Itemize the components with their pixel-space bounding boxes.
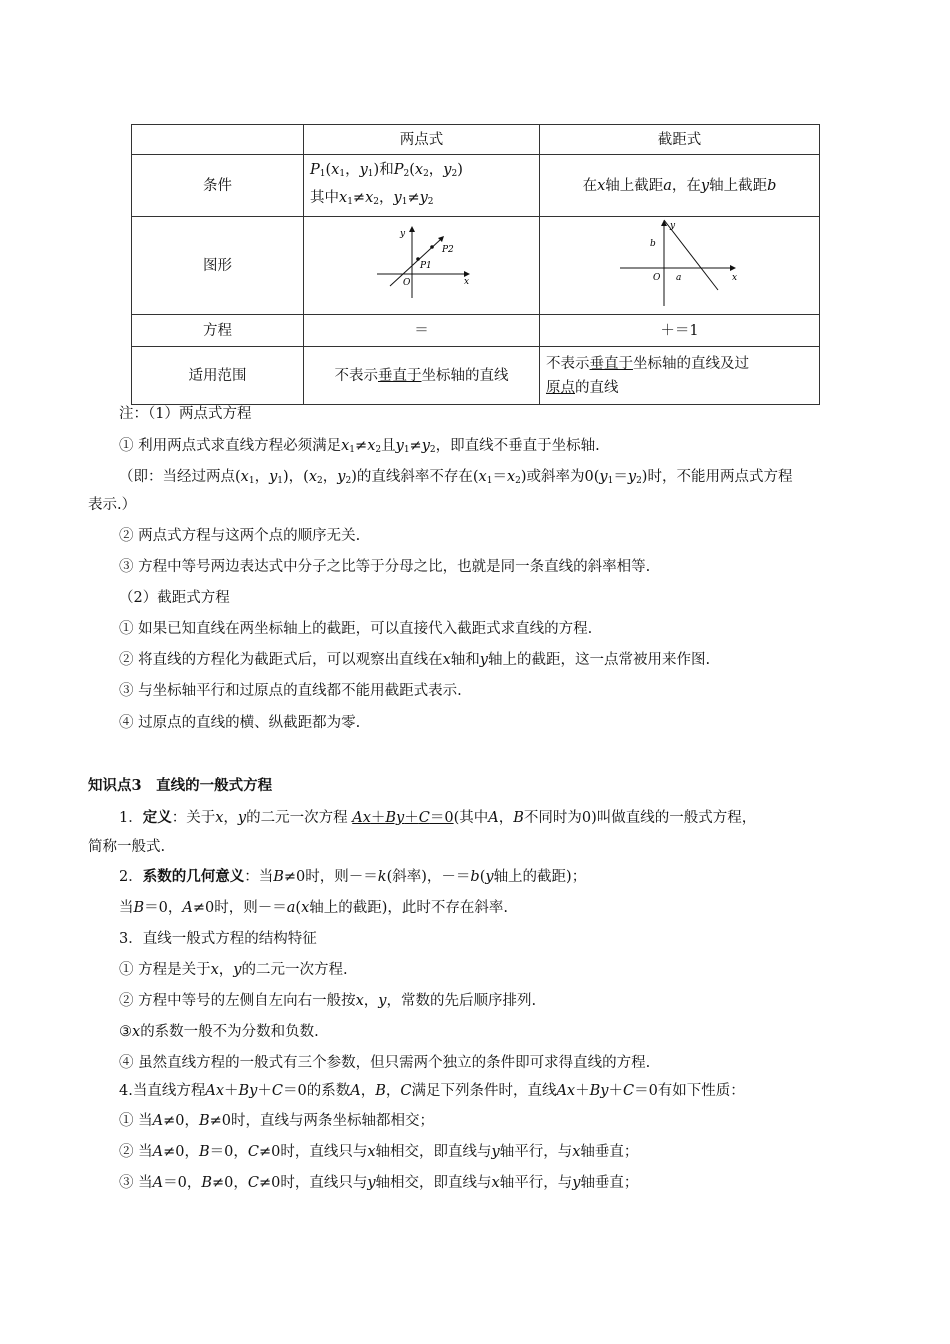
a-intercept-label: a	[675, 272, 681, 283]
row-label-figure: 图形	[132, 217, 304, 315]
header-intercept: 截距式	[540, 125, 820, 155]
property-item-2: ② 当A≠0，B＝0，C≠0时，直线只与x轴相交，即直线与y轴平行，与x轴垂直；	[119, 1144, 639, 1160]
header-empty-cell	[132, 125, 304, 155]
structure-item-4: ④ 虽然直线方程的一般式有三个参数，但只需两个独立的条件即可求得直线的方程.	[119, 1055, 651, 1071]
intercept-figure-cell	[540, 217, 820, 315]
y-axis-arrow	[409, 226, 415, 232]
property-item-3: ③ 当A＝0，B≠0，C≠0时，直线只与y轴相交，即直线与x轴平行，与y轴垂直；	[119, 1175, 639, 1191]
note-label: 注：（1）两点式方程	[119, 406, 252, 422]
intercept-note-1: ① 如果已知直线在两坐标轴上的截距，可以直接代入截距式求直线的方程.	[119, 621, 593, 637]
origin-label: O	[402, 277, 410, 288]
structure-heading: 3．直线一般式方程的结构特征	[119, 931, 317, 947]
y-axis-label: y	[669, 220, 675, 231]
p1-label: P1	[419, 260, 432, 271]
x-axis-arrow	[730, 265, 736, 271]
intercept-note-3: ③ 与坐标轴平行和过原点的直线都不能用截距式表示.	[119, 683, 462, 699]
p2-label: P2	[441, 244, 454, 255]
intercept-condition: 在x轴上截距a，在y轴上截距b	[540, 155, 820, 217]
geometric-meaning-cont: 当B＝0，A≠0时，则－＝a(x轴上的截距)，此时不存在斜率.	[119, 900, 509, 916]
property-intro: 4.当直线方程Ax＋By＋C＝0的系数A，B，C满足下列条件时，直线Ax＋By＋C＝0有如下性质：	[119, 1083, 745, 1099]
row-label-condition: 条件	[132, 155, 304, 217]
origin-label: O	[652, 272, 660, 283]
intercept-note-2: ② 将直线的方程化为截距式后，可以观察出直线在x轴和y轴上的截距，这一点常被用来作图.	[119, 652, 711, 668]
intercept-note-4: ④ 过原点的直线的横、纵截距都为零.	[119, 715, 361, 731]
x-axis-label: x	[463, 276, 469, 287]
two-point-equation: ＝	[304, 315, 540, 347]
two-point-scope: 不表示垂直于坐标轴的直线	[304, 347, 540, 405]
intercept-scope-line2: 原点的直线	[546, 379, 619, 396]
table-row-condition	[132, 155, 820, 217]
point-p2	[430, 245, 434, 249]
two-point-condition-line2: 其中$x_1\ne x_2$，$y_1\ne y_2$	[310, 189, 434, 207]
structure-item-2: ② 方程中等号的左侧自左向右一般按x，y，常数的先后顺序排列.	[119, 993, 537, 1009]
row-label-equation: 方程	[132, 315, 304, 347]
two-point-graph	[372, 226, 472, 298]
intercept-scope	[540, 347, 820, 405]
table-row-equation	[132, 315, 820, 347]
note-item-1: ① 利用两点式求直线方程必须满足$x_1\ne x_2$且$y_1\ne y_2$，即直线不垂直于坐标轴.	[119, 438, 600, 455]
definition-cont: 简称一般式.	[88, 839, 166, 855]
line-equation-forms-table	[131, 124, 820, 405]
note-item-1b: （即：当经过两点($x_1$，$y_1$)，($x_2$，$y_2$)的直线斜率不存在$(x_1=x_2)$或斜率为$0(y_1=y_2)$时，不能用两点式方程	[119, 469, 793, 486]
structure-item-1: ① 方程是关于x，y的二元一次方程.	[119, 962, 348, 978]
note-item-1b-cont: 表示.）	[88, 497, 137, 513]
intercept-scope-line1: 不表示垂直于坐标轴的直线及过	[546, 355, 749, 372]
note-item-3: ③ 方程中等号两边表达式中分子之比等于分母之比，也就是同一条直线的斜率相等.	[119, 559, 651, 575]
row-label-scope: 适用范围	[132, 347, 304, 405]
y-axis-label: y	[399, 228, 405, 239]
two-point-condition-line1: $P_1(x_1$，$y_1$)和$P_2(x_2$，$y_2$)	[310, 161, 463, 179]
section-heading: 知识点3 直线的一般式方程	[88, 777, 273, 794]
property-item-1: ① 当A≠0，B≠0时，直线与两条坐标轴都相交；	[119, 1113, 434, 1129]
two-point-condition	[304, 155, 540, 217]
geometric-meaning-line: 2．系数的几何意义：当B≠0时，则－＝k(斜率)，－＝b(y轴上的截距)；	[119, 868, 587, 885]
two-point-figure-cell	[304, 217, 540, 315]
note-item-2: ② 两点式方程与这两个点的顺序无关.	[119, 528, 361, 544]
table-row-figure	[132, 217, 820, 315]
definition-line: 1．定义：关于x，y的二元一次方程 Ax＋By＋C＝0(其中A，B不同时为0)叫做直线的一般式方程，	[119, 809, 757, 826]
note-label-2: （2）截距式方程	[119, 590, 230, 606]
table-row-scope	[132, 347, 820, 405]
structure-item-3: ③x的系数一般不为分数和负数.	[119, 1024, 319, 1040]
intercept-equation: ＋＝1	[540, 315, 820, 347]
header-two-point: 两点式	[304, 125, 540, 155]
intercept-graph	[620, 218, 740, 306]
table-header-row	[132, 125, 820, 155]
x-axis-label: x	[731, 272, 737, 283]
b-intercept-label: b	[649, 238, 656, 249]
